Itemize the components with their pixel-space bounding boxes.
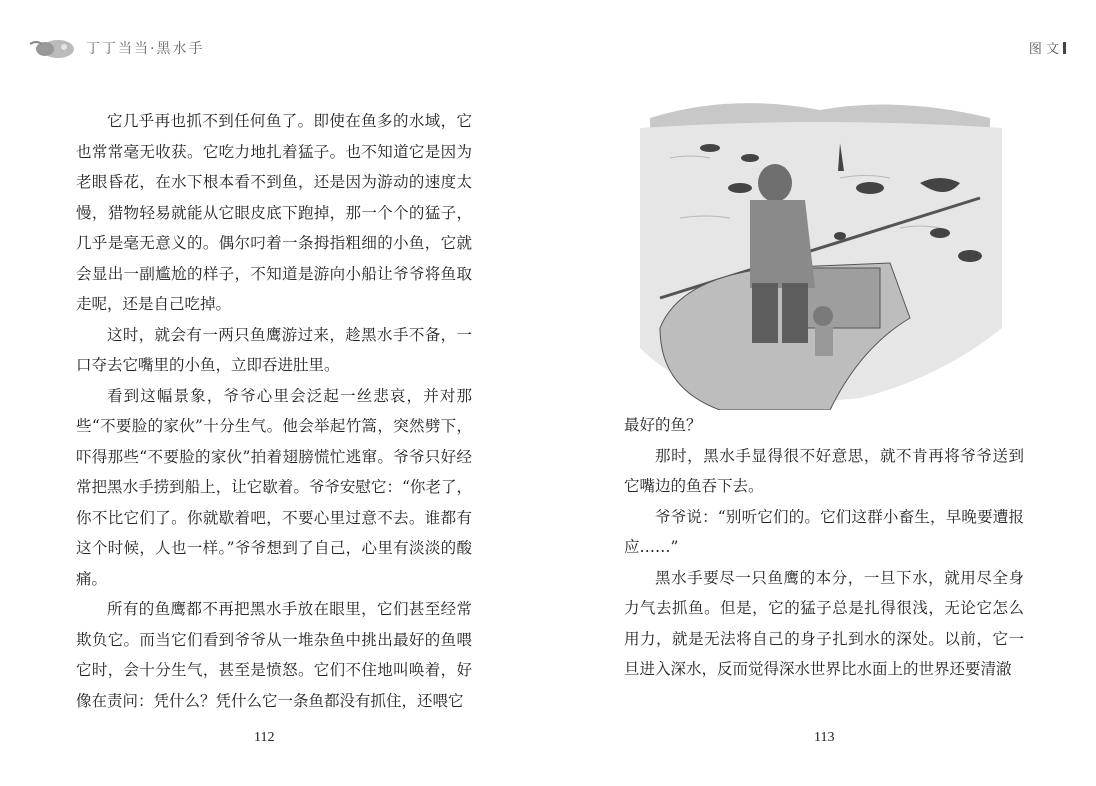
paragraph: 这时，就会有一两只鱼鹰游过来，趁黑水手不备，一口夺去它嘴里的小鱼，立即吞进肚里。: [76, 325, 472, 374]
paragraph: 最好的鱼？: [624, 416, 702, 434]
paragraph: 看到这幅景象，爷爷心里会泛起一丝悲哀，并对那些“不要脸的家伙”十分生气。他会举起竹篙，突然劈下，吓得那些“不要脸的家伙”拍着翅膀慌忙逃窜。爷爷只好经常把黑水手捞到船上，让它歇着。爷爷安慰它：“你老了，你不比它们了。你就歇着吧，不要心里过意不去。谁都有这个时候，人也一样。”爷爷想到了自己，心里有淡淡的酸痛。: [76, 386, 472, 588]
header-bar: [1063, 42, 1066, 54]
series-header: [28, 36, 204, 60]
right-body-text: [624, 410, 1024, 685]
right-page: [548, 0, 1096, 786]
page-number: 113: [814, 730, 835, 745]
chapter-header: [1029, 38, 1066, 57]
boat-cormorants-illustration: [640, 88, 1002, 410]
chapter-label: 图 文: [1028, 42, 1059, 57]
page-number: 112: [254, 730, 275, 745]
paragraph: 爷爷说：“别听它们的。它们这群小畜生，早晚要遭报应……”: [624, 507, 1024, 556]
paragraph: 所有的鱼鹰都不再把黑水手放在眼里，它们甚至经常欺负它。而当它们看到爷爷从一堆杂鱼中挑出最好的鱼喂它时，会十分生气，甚至是愤怒。它们不住地叫唤着，好像在责问：凭什么？凭什么它一条鱼都没有抓住，还喂它: [76, 600, 472, 710]
left-body-text: [76, 106, 472, 716]
paragraph: 那时，黑水手显得很不好意思，就不肯再将爷爷送到它嘴边的鱼吞下去。: [624, 446, 1024, 495]
series-title: 丁丁当当·黑水手: [86, 41, 205, 57]
paragraph: 黑水手要尽一只鱼鹰的本分，一旦下水，就用尽全身力气去抓鱼。但是，它的猛子总是扎得很浅，无论它怎么用力，就是无法将自己的身子扎到水的深处。以前，它一旦进入深水，反而觉得深水世界比水面上的世界还要清澈: [624, 568, 1024, 678]
gourd-logo-icon: [28, 36, 78, 60]
paragraph: 它几乎再也抓不到任何鱼了。即使在鱼多的水域，它也常常毫无收获。它吃力地扎着猛子。也不知道它是因为老眼昏花，在水下根本看不到鱼，还是因为游动的速度太慢，猎物轻易就能从它眼皮底下跑掉，那一个个的猛子，几乎是毫无意义的。偶尔叼着一条拇指粗细的小鱼，它就会显出一副尴尬的样子，不知道是游向小船让爷爷将鱼取走呢，还是自己吃掉。: [76, 112, 472, 313]
